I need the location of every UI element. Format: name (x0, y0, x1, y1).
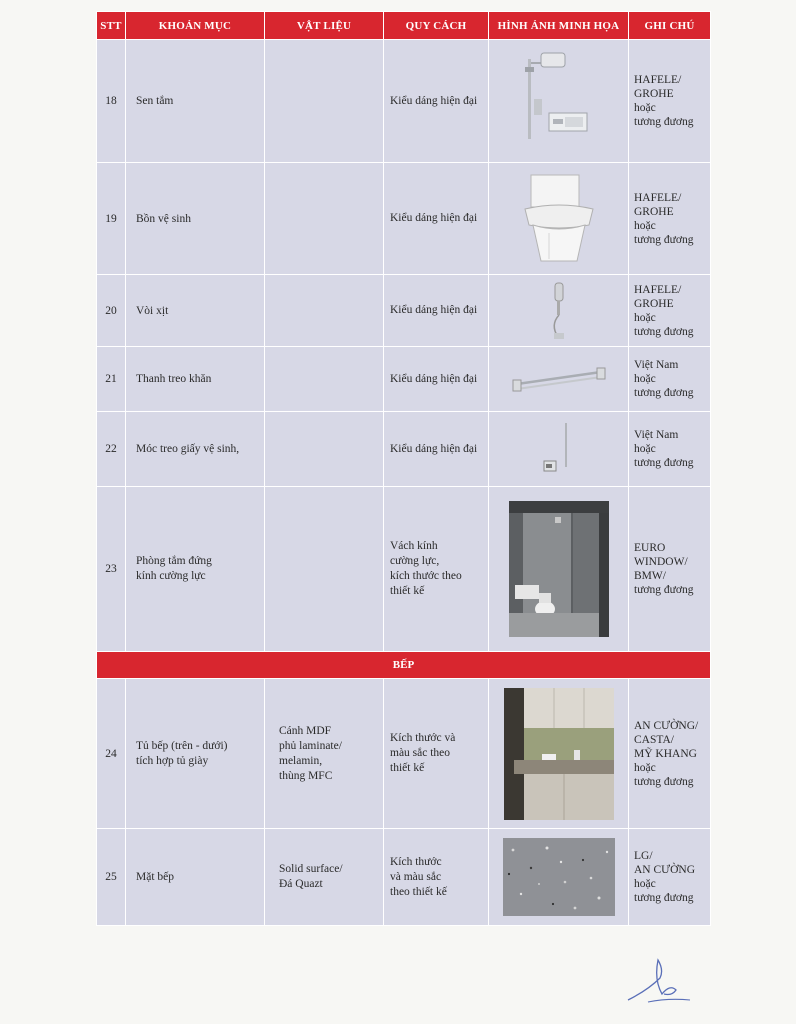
row-note: AN CƯỜNG/ CASTA/ MỸ KHANG hoặc tương đương (629, 679, 711, 829)
toilet-icon (519, 171, 599, 266)
row-image (489, 163, 629, 275)
row-image (489, 412, 629, 487)
row-note: LG/ AN CƯỜNG hoặc tương đương (629, 829, 711, 926)
row-note: HAFELE/ GROHE hoặc tương đương (629, 275, 711, 347)
header-note: GHI CHÚ (629, 12, 711, 40)
header-image: HÌNH ẢNH MINH HỌA (489, 12, 629, 40)
towel-bar-icon (509, 364, 609, 394)
row-stt: 21 (97, 347, 126, 412)
row-material (265, 40, 384, 163)
row-item: Phòng tắm đứng kính cường lực (126, 487, 265, 652)
row-item: Tủ bếp (trên - dưới) tích hợp tủ giày (126, 679, 265, 829)
row-note: HAFELE/ GROHE hoặc tương đương (629, 40, 711, 163)
row-image (489, 347, 629, 412)
row-item: Thanh treo khăn (126, 347, 265, 412)
table-row (97, 347, 711, 412)
row-material: Cánh MDF phủ laminate/ melamin, thùng MFC (265, 679, 384, 829)
row-image (489, 679, 629, 829)
row-image (489, 829, 629, 926)
shower-room-photo-icon (509, 501, 609, 637)
row-material (265, 487, 384, 652)
kitchen-cabinet-photo-icon (504, 688, 614, 820)
row-image (489, 275, 629, 347)
signature-mark (618, 950, 698, 1010)
shower-set-icon (509, 51, 609, 151)
row-spec: Kích thước và màu sắc theo thiết kế (384, 679, 489, 829)
paper-holder-icon (534, 419, 584, 479)
row-spec: Kiểu dáng hiện đại (384, 163, 489, 275)
header-stt: STT (97, 12, 126, 40)
row-item: Mặt bếp (126, 829, 265, 926)
row-stt: 18 (97, 40, 126, 163)
header-spec: QUY CÁCH (384, 12, 489, 40)
bidet-sprayer-icon (544, 281, 574, 341)
table-row (97, 40, 711, 163)
row-item: Bồn vệ sinh (126, 163, 265, 275)
row-material (265, 412, 384, 487)
row-image (489, 487, 629, 652)
row-spec: Kích thước và màu sắc theo thiết kế (384, 829, 489, 926)
stone-countertop-photo-icon (503, 838, 615, 916)
row-stt: 23 (97, 487, 126, 652)
row-spec: Kiểu dáng hiện đại (384, 40, 489, 163)
table-row (97, 679, 711, 829)
spec-table (96, 11, 711, 926)
row-note: EURO WINDOW/ BMW/ tương đương (629, 487, 711, 652)
table-row (97, 412, 711, 487)
row-spec: Kiểu dáng hiện đại (384, 412, 489, 487)
row-stt: 20 (97, 275, 126, 347)
row-image (489, 40, 629, 163)
row-note: HAFELE/ GROHE hoặc tương đương (629, 163, 711, 275)
row-note: Việt Nam hoặc tương đương (629, 412, 711, 487)
section-row-kitchen (97, 652, 711, 679)
row-material (265, 347, 384, 412)
row-stt: 24 (97, 679, 126, 829)
header-material: VẬT LIỆU (265, 12, 384, 40)
row-spec: Kiểu dáng hiện đại (384, 275, 489, 347)
row-stt: 19 (97, 163, 126, 275)
section-label: BẾP (97, 652, 711, 679)
row-spec: Kiểu dáng hiện đại (384, 347, 489, 412)
table-row (97, 275, 711, 347)
row-item: Móc treo giấy vệ sinh, (126, 412, 265, 487)
table-row (97, 487, 711, 652)
row-item: Sen tắm (126, 40, 265, 163)
row-material: Solid surface/ Đá Quazt (265, 829, 384, 926)
table-header-row (97, 12, 711, 40)
row-note: Việt Nam hoặc tương đương (629, 347, 711, 412)
row-stt: 25 (97, 829, 126, 926)
header-item: KHOẢN MỤC (126, 12, 265, 40)
row-material (265, 275, 384, 347)
row-material (265, 163, 384, 275)
row-stt: 22 (97, 412, 126, 487)
table-row (97, 163, 711, 275)
table-row (97, 829, 711, 926)
row-item: Vòi xịt (126, 275, 265, 347)
row-spec: Vách kính cường lực, kích thước theo thiết kế (384, 487, 489, 652)
